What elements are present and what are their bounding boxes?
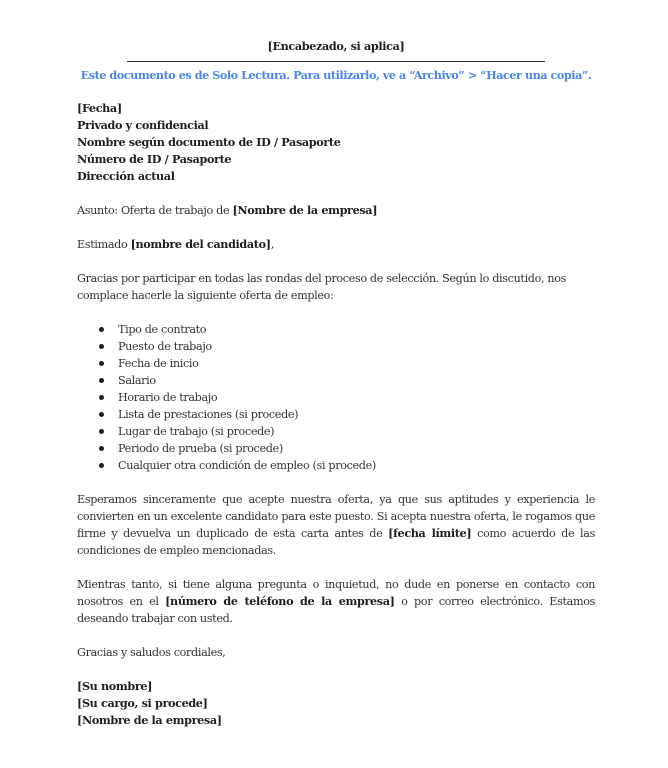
list-item: Periodo de prueba (si procede) [97, 440, 595, 457]
contact-text-end: o por correo electrónico. Estamos deseando trabajar con usted. [77, 595, 595, 625]
offer-items-list [77, 321, 595, 474]
signature-block [77, 678, 595, 729]
list-item: Tipo de contrato [97, 321, 595, 338]
list-item: Cualquier otra condición de empleo (si procede) [97, 457, 595, 474]
candidate-name: [nombre del candidato] [130, 237, 271, 251]
header-divider [127, 61, 545, 62]
recipient-address: Dirección actual [77, 169, 175, 183]
deadline-placeholder: [fecha límite] [388, 526, 472, 540]
subject-prefix: Asunto: Oferta de trabajo de [77, 204, 233, 217]
list-item: Lista de prestaciones (si procede) [97, 406, 595, 423]
greeting-suffix: , [270, 238, 274, 251]
sender-name: [Su nombre] [77, 679, 153, 693]
greeting [77, 236, 595, 253]
acceptance-text-end: como acuerdo de las condiciones de empleo mencionadas. [77, 527, 595, 557]
recipient-name: Nombre según documento de ID / Pasaporte [77, 135, 341, 149]
recipient-block [77, 100, 595, 185]
closing-line: Gracias y saludos cordiales, [77, 646, 226, 659]
acceptance-text: Esperamos sinceramente que acepte nuestra oferta, ya que sus aptitudes y experiencia le convierten en un excelente candidato para este puesto. Si acepta nuestra oferta, le rogamos que firme y devuelva un duplicado de esta carta antes de [77, 493, 595, 540]
list-item: Salario [97, 372, 595, 389]
contact-paragraph [77, 576, 595, 627]
subject-line [77, 202, 595, 219]
subject-company: [Nombre de la empresa] [232, 203, 378, 217]
confidential-label: Privado y confidencial [77, 118, 209, 132]
intro-paragraph: Gracias por participar en todas las rondas del proceso de selección. Según lo discutido, nos complace hacerle la siguiente oferta de empleo: [77, 272, 567, 302]
acceptance-paragraph [77, 491, 595, 559]
sender-position: [Su cargo, si procede] [77, 696, 208, 710]
offer-letter [77, 38, 595, 729]
list-item: Puesto de trabajo [97, 338, 595, 355]
list-item: Horario de trabajo [97, 389, 595, 406]
read-only-notice: Este documento es de Solo Lectura. Para utilizarlo, ve a “Archivo” > “Hacer una copia”. [80, 68, 592, 82]
phone-placeholder: [número de teléfono de la empresa] [165, 594, 395, 608]
contact-text: Mientras tanto, si tiene alguna pregunta o inquietud, no dude en ponerse en contacto con nosotros en el [77, 578, 595, 608]
document-header: [Encabezado, si aplica] [267, 39, 405, 53]
sender-company: [Nombre de la empresa] [77, 713, 222, 727]
list-item: Lugar de trabajo (si procede) [97, 423, 595, 440]
list-item: Fecha de inicio [97, 355, 595, 372]
date-field: [Fecha] [77, 101, 122, 115]
recipient-id: Número de ID / Pasaporte [77, 152, 232, 166]
greeting-prefix: Estimado [77, 238, 131, 251]
